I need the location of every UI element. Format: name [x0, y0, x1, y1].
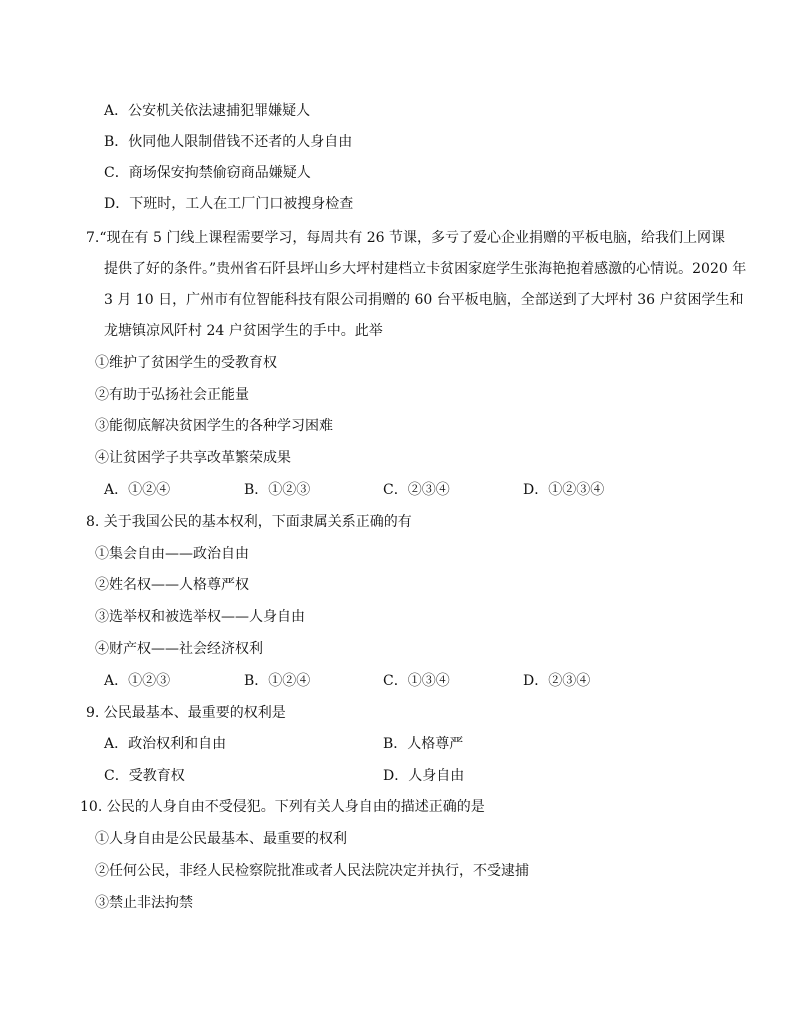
q7-stem-line-1: 7.“现在有 5 门线上课程需要学习，每周共有 26 节课，多亏了爱心企业捐赠的平板电脑，给我们上网课: [86, 230, 726, 246]
q9-choice-b: B．人格尊严: [383, 736, 464, 752]
q7-choice-b: B．①②③: [244, 482, 311, 498]
q7-item-2: ②有助于弘扬社会正能量: [95, 387, 249, 403]
q6-option-d: D．下班时，工人在工厂门口被搜身检查: [104, 196, 354, 212]
q7-choice-d: D．①②③④: [523, 482, 605, 498]
q7-stem-line-4: 龙塘镇凉风阡村 24 户贫困学生的手中。此举: [104, 323, 383, 339]
q8-choice-d: D．②③④: [523, 673, 591, 689]
q9-choice-c: C．受教育权: [104, 768, 185, 784]
q7-choice-c: C．②③④: [383, 482, 450, 498]
q8-choice-c: C．①③④: [383, 673, 450, 689]
q10-item-2: ②任何公民，非经人民检察院批准或者人民法院决定并执行，不受逮捕: [95, 863, 529, 879]
q8-choice-a: A．①②③: [104, 673, 171, 689]
q8-item-4: ④财产权——社会经济权利: [95, 641, 263, 657]
q9-stem: 9. 公民最基本、最重要的权利是: [86, 705, 286, 721]
q10-stem: 10. 公民的人身自由不受侵犯。下列有关人身自由的描述正确的是: [80, 799, 485, 815]
q7-choice-a: A．①②④: [104, 482, 171, 498]
q10-item-1: ①人身自由是公民最基本、最重要的权利: [95, 831, 347, 847]
q8-item-1: ①集会自由——政治自由: [95, 546, 249, 562]
q10-item-3: ③禁止非法拘禁: [95, 895, 193, 911]
q8-item-3: ③选举权和被选举权——人身自由: [95, 609, 305, 625]
q7-item-3: ③能彻底解决贫困学生的各种学习困难: [95, 418, 333, 434]
q8-stem: 8. 关于我国公民的基本权利，下面隶属关系正确的有: [86, 514, 412, 530]
q8-choice-b: B．①②④: [244, 673, 311, 689]
q7-stem-line-2: 提供了好的条件。”贵州省石阡县坪山乡大坪村建档立卡贫困家庭学生张海艳抱着感激的心情说。2020 年: [104, 261, 747, 277]
q8-item-2: ②姓名权——人格尊严权: [95, 577, 249, 593]
q6-option-c: C．商场保安拘禁偷窃商品嫌疑人: [104, 165, 311, 181]
q9-choice-a: A．政治权利和自由: [104, 736, 227, 752]
q7-item-4: ④让贫困学子共享改革繁荣成果: [95, 450, 291, 466]
q6-option-b: B．伙同他人限制借钱不还者的人身自由: [104, 134, 353, 150]
q7-stem-line-3: 3 月 10 日，广州市有位智能科技有限公司捐赠的 60 台平板电脑，全部送到了大坪村 36 户贫困学生和: [104, 292, 744, 308]
q7-item-1: ①维护了贫困学生的受教育权: [95, 355, 277, 371]
q9-choice-d: D．人身自由: [383, 768, 465, 784]
q6-option-a: A．公安机关依法逮捕犯罪嫌疑人: [104, 103, 311, 119]
